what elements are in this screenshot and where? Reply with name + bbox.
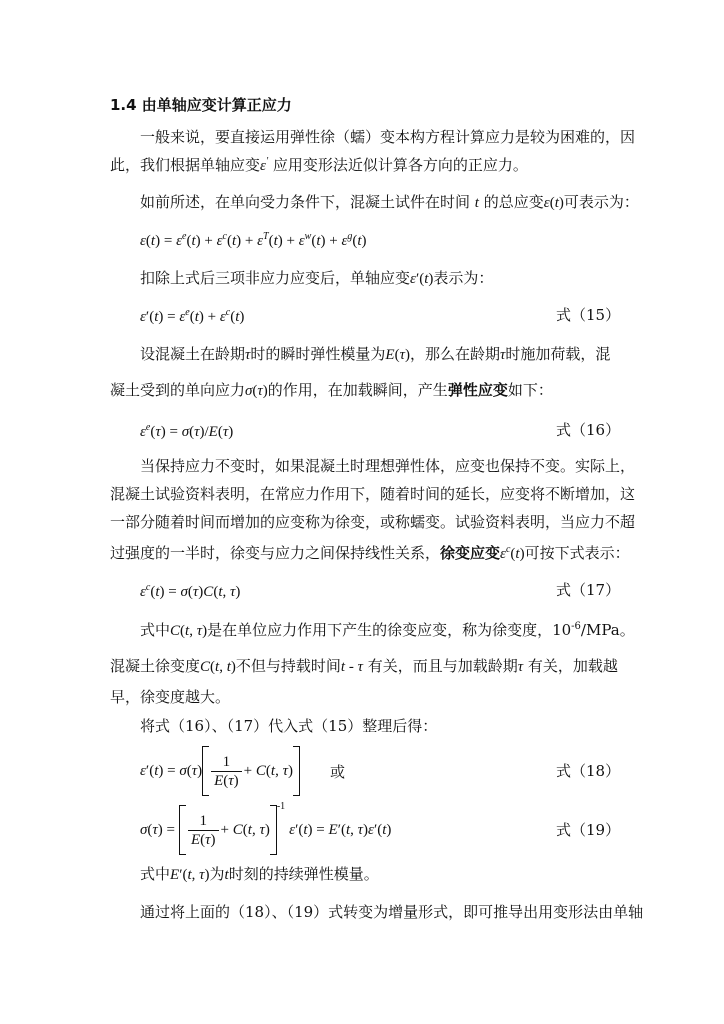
paragraph-line: 早，徐变度越大。 [110,688,231,706]
paragraph-line: 如前所述，在单向受力条件下，混凝土试件在时间 t 的总应变ε(t)可表示为： [140,193,639,211]
paragraph-line: 过强度的一半时，徐变与应力之间保持线性关系，徐变应变$\varepsilon^c(t)$可按下式表示： [110,544,630,562]
equation-number: 式（15） [556,306,621,324]
paragraph-line: 此，我们根据单轴应变ε' 应用变形法近似计算各方向的正应力。 [110,156,528,174]
equation-17: $\varepsilon^c(t) = \sigma(\tau)C(t$, τ) [140,582,241,600]
equation-number: 式（16） [556,421,621,439]
paragraph-line: 凝土受到的单向应力σ(τ)的作用，在加载瞬间，产生弹性应变如下： [110,381,553,399]
equation-19: σ(τ) = $\frac{1}{E(\tau)}$ + C(t, τ) -1 ε′(t) = E′(t, τ)ε′(t) [140,805,391,855]
section-title: 1.4 由单轴应变计算正应力 [110,96,292,114]
equation-number: 式（17） [556,581,621,599]
equation-15: $\varepsilon'(t) = \varepsilon^e(t) + \varepsilon^c(t)$ [140,307,245,325]
equation-total-strain: $\varepsilon(t) = \varepsilon^e(t) + \varepsilon^c(t) + \varepsilon^T(t) + \varepsilon^w(t) + \varepsilon^g(t)$ [140,231,367,249]
paragraph-line: 混凝土徐变度C(t, t)不但与持载时间t - τ 有关，而且与加载龄期τ 有关，加载越 [110,657,618,675]
paragraph-line: 将式（16）、（17）代入式（15）整理后得： [140,717,438,735]
equation-number: 式（19） [556,821,621,839]
paragraph-line: 式中E′(t, τ)为t时刻的持续弹性模量。 [140,865,379,883]
paragraph-line: 一部分随着时间而增加的应变称为徐变，或称蠕变。试验资料表明，当应力不超 [110,513,636,531]
paragraph-line: 式中C(t, τ)是在单位应力作用下产生的徐变应变，称为徐变度，$10^{-6}$/MPa。 [140,621,635,639]
paragraph-line: 一般来说，要直接运用弹性徐（蠕）变本构方程计算应力是较为困难的，因 [140,128,636,146]
equation-number: 式（18） [556,762,621,780]
paragraph-line: 扣除上式后三项非应力应变后，单轴应变ε′(t)表示为： [140,269,494,287]
paragraph-line: 设混凝土在龄期τ时的瞬时弹性模量为E(τ)，那么在龄期τ时施加荷载，混 [140,345,611,363]
equation-18: ε′(t) = σ(τ) $\frac{1}{E(\tau)}$ + C(t, τ) 或 [140,746,345,796]
equation-16: $\varepsilon^e(\tau) = \sigma(\tau)/E(\tau)$ [140,422,234,440]
paragraph-line: 当保持应力不变时，如果混凝土时理想弹性体，应变也保持不变。实际上， [140,457,636,475]
paragraph-line: 通过将上面的（18）、（19）式转变为增量形式，即可推导出用变形法由单轴 [140,903,644,921]
paragraph-line: 混凝土试验资料表明，在常应力作用下，随着时间的延长，应变将不断增加，这 [110,485,636,503]
